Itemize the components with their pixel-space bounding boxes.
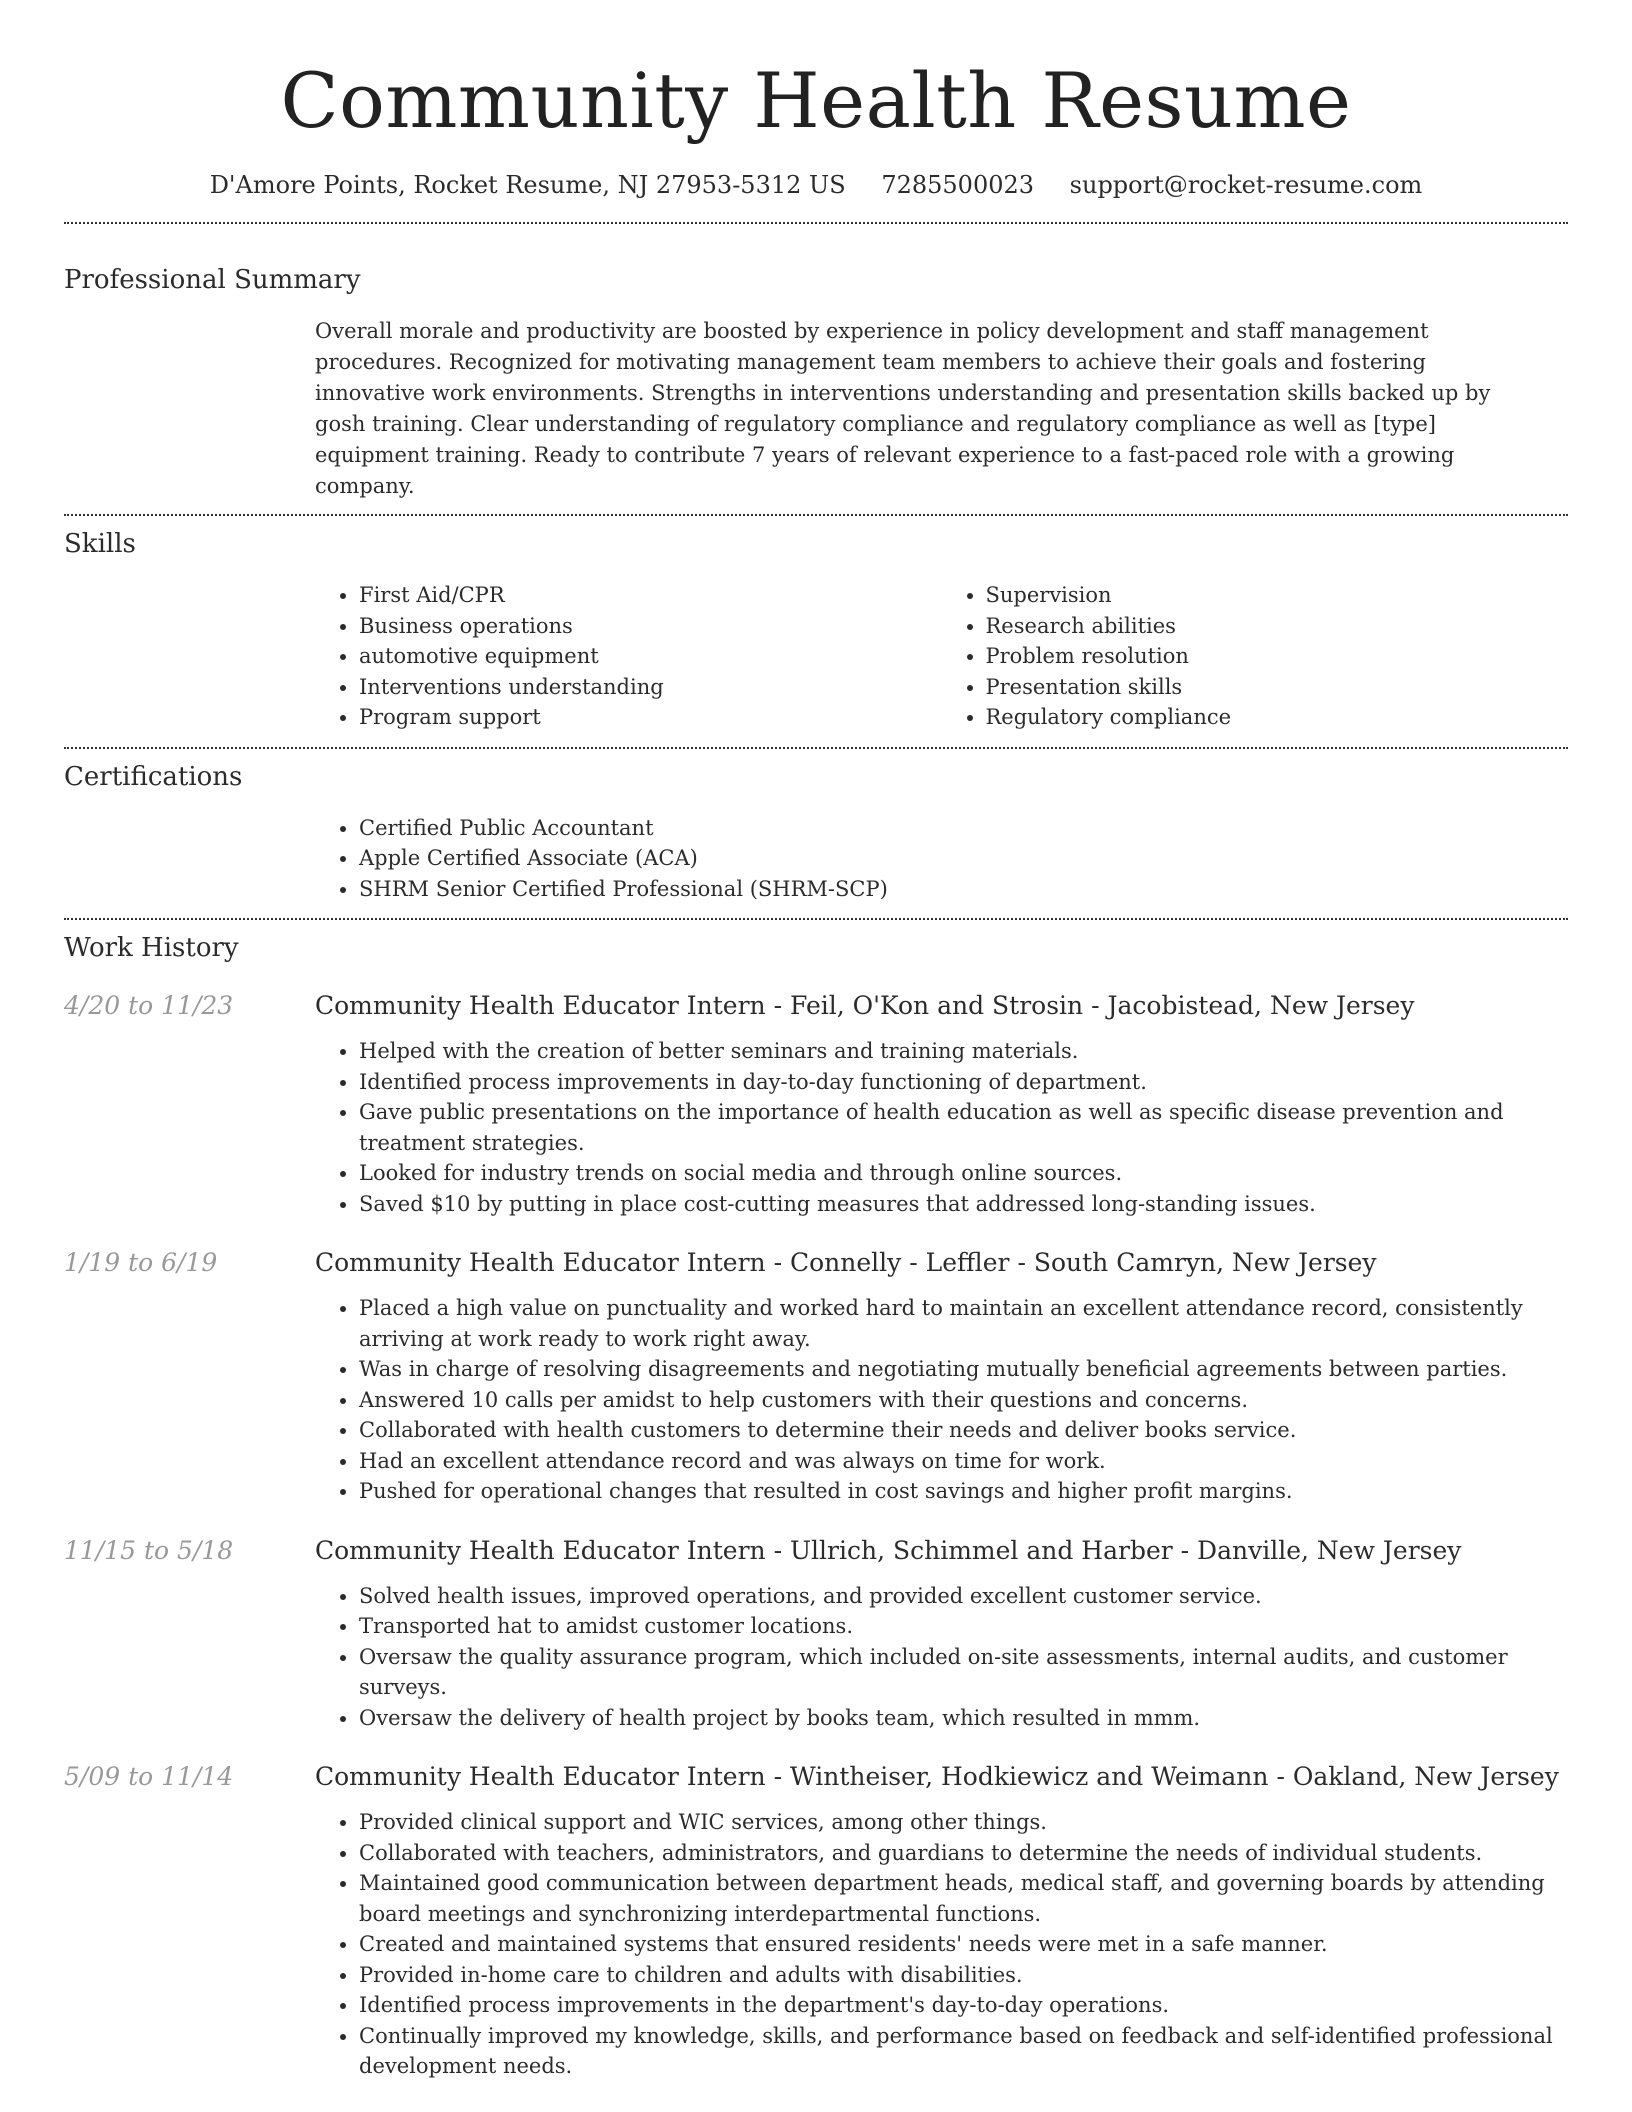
skills-column-left (315, 580, 942, 733)
job-date: 4/20 to 11/23 (64, 991, 234, 1020)
job-bullets (315, 1581, 1568, 1734)
job-bullet: • Saved $10 by putting in place cost-cutting measures that addressed long-standing issues. (359, 1189, 1568, 1220)
job-bullet: • Created and maintained systems that ensured residents' needs were met in a safe manner. (359, 1929, 1568, 1960)
skill-item: • Business operations (359, 611, 942, 642)
skill-item: • Interventions understanding (359, 672, 942, 703)
job-bullet: • Placed a high value on punctuality and worked hard to maintain an excellent attendance record, consistently arriving at work ready to work right away. (359, 1293, 1568, 1354)
job-bullet: • Helped with the creation of better seminars and training materials. (359, 1036, 1568, 1067)
job-bullet: • Maintained good communication between department heads, medical staff, and governing boards by attending board meetings and synchronizing interdepartmental functions. (359, 1868, 1568, 1929)
skill-item: • Problem resolution (986, 641, 1569, 672)
job-bullet: • Oversaw the delivery of health project by books team, which resulted in mmm. (359, 1703, 1568, 1734)
job-date: 5/09 to 11/14 (64, 1762, 234, 1791)
contact-email: support@rocket-resume.com (1069, 171, 1423, 199)
job-entry (64, 990, 1568, 1219)
certification-item: • SHRM Senior Certified Professional (SHRM-SCP) (359, 874, 1568, 905)
job-bullet: • Collaborated with teachers, administrators, and guardians to determine the needs of individual students. (359, 1838, 1568, 1869)
summary-text: Overall morale and productivity are boosted by experience in policy development and staff management procedures. Recognized for motivating management team members to achieve their goals and fostering innovative work environments. Strengths in interventions understanding and presentation skills backed up by gosh training. Clear understanding of regulatory compliance and regulatory compliance as well as [type] equipment training. Ready to contribute 7 years of relevant experience to a fast-paced role with a growing company. (315, 319, 1491, 498)
job-bullet: • Provided clinical support and WIC services, among other things. (359, 1807, 1568, 1838)
job-title: Community Health Educator Intern - Connelly - Leffler - South Camryn, New Jersey (315, 1248, 1377, 1277)
contact-info (64, 170, 1568, 200)
job-bullet: • Continually improved my knowledge, skills, and performance based on feedback and self-identified professional development needs. (359, 2021, 1568, 2082)
contact-address: D'Amore Points, Rocket Resume, NJ 27953-5312 US (209, 171, 846, 199)
section-title-summary: Professional Summary (64, 265, 361, 295)
resume-page (64, 0, 1568, 2082)
job-bullet: • Transported hat to amidst customer locations. (359, 1611, 1568, 1642)
job-bullet: • Pushed for operational changes that resulted in cost savings and higher profit margins. (359, 1476, 1568, 1507)
section-divider (64, 918, 1568, 920)
job-entry (64, 1761, 1568, 2082)
job-bullet: • Looked for industry trends on social media and through online sources. (359, 1158, 1568, 1189)
job-date: 11/15 to 5/18 (64, 1535, 234, 1565)
section-divider (64, 747, 1568, 749)
section-title-work: Work History (64, 933, 239, 963)
job-bullets (315, 1036, 1568, 1219)
skill-item: • Research abilities (986, 611, 1569, 642)
job-date: 1/19 to 6/19 (64, 1248, 218, 1277)
skill-item: • automotive equipment (359, 641, 942, 672)
skill-item: • Program support (359, 702, 942, 733)
certifications-list (315, 813, 1568, 905)
job-title: Community Health Educator Intern - Feil, O'Kon and Strosin - Jacobistead, New Jersey (315, 991, 1415, 1020)
job-title: Community Health Educator Intern - Wintheiser, Hodkiewicz and Weimann - Oakland, New Jersey (315, 1762, 1559, 1791)
skill-item: • Supervision (986, 580, 1569, 611)
section-title-certifications: Certifications (64, 761, 243, 792)
job-bullet: • Oversaw the quality assurance program, which included on-site assessments, internal audits, and customer surveys. (359, 1642, 1568, 1703)
section-divider (64, 222, 1568, 224)
skill-item: • Regulatory compliance (986, 702, 1569, 733)
job-bullet: • Answered 10 calls per amidst to help customers with their questions and concerns. (359, 1385, 1568, 1416)
section-title-skills: Skills (64, 529, 136, 559)
skills-column-right (942, 580, 1569, 733)
job-bullets (315, 1293, 1568, 1507)
job-bullet: • Identified process improvements in day-to-day functioning of department. (359, 1067, 1568, 1098)
job-bullets (315, 1807, 1568, 2082)
certification-item: • Apple Certified Associate (ACA) (359, 843, 1568, 874)
job-bullet: • Had an excellent attendance record and was always on time for work. (359, 1446, 1568, 1477)
job-bullet: • Was in charge of resolving disagreements and negotiating mutually beneficial agreements between parties. (359, 1354, 1568, 1385)
job-bullet: • Gave public presentations on the importance of health education as well as specific disease prevention and treatment strategies. (359, 1097, 1568, 1158)
job-title: Community Health Educator Intern - Ullrich, Schimmel and Harber - Danville, New Jersey (315, 1535, 1462, 1565)
contact-phone: 7285500023 (881, 171, 1035, 199)
job-bullet: • Solved health issues, improved operations, and provided excellent customer service. (359, 1581, 1568, 1612)
certification-item: • Certified Public Accountant (359, 813, 1568, 844)
skill-item: • First Aid/CPR (359, 580, 942, 611)
job-bullet: • Provided in-home care to children and adults with disabilities. (359, 1960, 1568, 1991)
job-entry (64, 1247, 1568, 1507)
job-bullet: • Collaborated with health customers to determine their needs and deliver books service. (359, 1415, 1568, 1446)
section-divider (64, 514, 1568, 516)
job-entry (64, 1535, 1568, 1734)
resume-title: Community Health Resume (280, 56, 1352, 145)
job-bullet: • Identified process improvements in the department's day-to-day operations. (359, 1990, 1568, 2021)
skill-item: • Presentation skills (986, 672, 1569, 703)
skills-list (315, 580, 1568, 733)
